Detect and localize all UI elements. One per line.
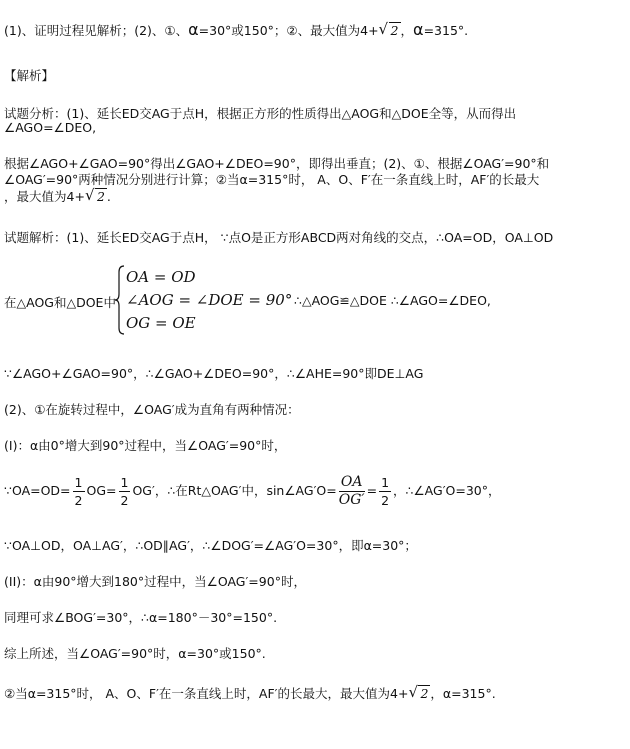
line-6-text-e: ，∴∠AG′O=30°， [393,483,501,498]
solution-line-5: (I)：α由0°增大到90°过程中，当∠OAG′=90°时， [4,438,287,453]
solution-line-10: 综上所述，当∠OAG′=90°时，α=30°或150°. [4,646,266,661]
solution-line-11 [4,684,496,702]
fraction-half-1 [73,474,85,509]
system-equations [126,266,292,335]
sqrt-radicand: 2 [420,686,429,701]
solution-line-9: 同理可求∠BOG′=30°，∴α=180°－30°=150°. [4,610,278,625]
line-6-text-b: OG= [86,483,117,498]
line-11-text-a: ②当α=315°时， A、O、F′在一条直线上时，AF′的长最大，最大值为4+ [4,686,409,701]
equation-1: OA = OD [126,268,196,286]
answer-text-4: =315°. [423,23,469,38]
fraction-half-3 [379,474,391,509]
solution-line-4: (2)、①在旋转过程中，∠OAG′成为直角有两种情况： [4,402,300,417]
sqrt-radicand: 2 [390,23,399,38]
fraction-numerator: 1 [381,475,390,490]
line-6-text-c: OG′，∴在Rt△OAG′中，sin∠AG′O= [132,483,337,498]
curly-brace-icon [114,264,126,336]
line-11-text-b: ，α=315°. [430,686,496,701]
analysis-line-2: ∠AGO=∠DEO, [4,120,97,135]
fraction-denominator: 2 [74,493,83,508]
fraction-numerator: 1 [120,475,129,490]
fraction-numerator: 1 [74,475,83,490]
fraction-denominator: 2 [381,493,390,508]
answer-text-1: (1)、证明过程见解析；(2)、①、 [4,23,189,38]
solution-line-7: ∵OA⊥OD，OA⊥AG′，∴OD∥AG′，∴∠DOG′=∠AG′O=30°，即α=30°； [4,538,417,553]
analysis-line-1: 试题分析：(1)、延长ED交AG于点H，根据正方形的性质得出△AOG和△DOE全等，从而得出 [4,106,517,121]
solution-line-8: (II)：α由90°增大到180°过程中，当∠OAG′=90°时， [4,574,306,589]
fraction-numerator: OA [339,474,365,492]
fraction-denominator: 2 [120,493,129,508]
sqrt-radicand: 2 [96,189,105,204]
fraction-half-2 [119,474,131,509]
line-6-text-d: = [366,483,378,498]
answer-text-2: =30°或150°；②、最大值为4+ [198,23,379,38]
equation-2: ∠AOG = ∠DOE = 90° [126,291,293,309]
solution-line-3: ∵∠AGO+∠GAO=90°，∴∠GAO+∠DEO=90°，∴∠AHE=90°即DE⊥AG [4,366,424,381]
solution-line-6 [4,474,501,509]
equation-3: OG = OE [126,314,196,332]
analysis-line-3: 根据∠AGO+∠GAO=90°得出∠GAO+∠DEO=90°，即得出垂直；(2)、①、根据∠OAG′=90°和 [4,156,550,171]
sqrt-expression [380,23,401,38]
fraction-denominator: OG′ [338,492,365,508]
alpha-symbol: α [188,20,199,39]
fraction-oa-og [339,474,365,509]
system-prefix: 在△AOG和△DOE中 [4,295,116,310]
line-6-text-a: ∵OA=OD= [4,483,71,498]
alpha-symbol-2: α [413,20,424,39]
analysis-line-5-text-a: ，最大值为4+ [4,189,85,204]
answer-text-3: ， [400,23,414,38]
analysis-heading: 【解析】 [4,68,55,83]
analysis-line-5 [4,187,111,205]
sqrt-expression [86,189,107,204]
analysis-line-4: ∠OAG′=90°两种情况分别进行计算；②当α=315°时， A、O、F′在一条直线上时，AF′的长最大 [4,172,540,187]
analysis-line-5-text-b: . [106,189,111,204]
equation-system [4,264,564,336]
solution-line-1: 试题解析：(1)、延长ED交AG于点H， ∵点O是正方形ABCD两对角线的交点，∴OA=OD，OA⊥OD [4,230,554,245]
answer-line [4,20,468,39]
sqrt-expression [409,686,430,701]
system-conclusion: ∴△AOG≌△DOE ∴∠AGO=∠DEO, [294,293,491,308]
